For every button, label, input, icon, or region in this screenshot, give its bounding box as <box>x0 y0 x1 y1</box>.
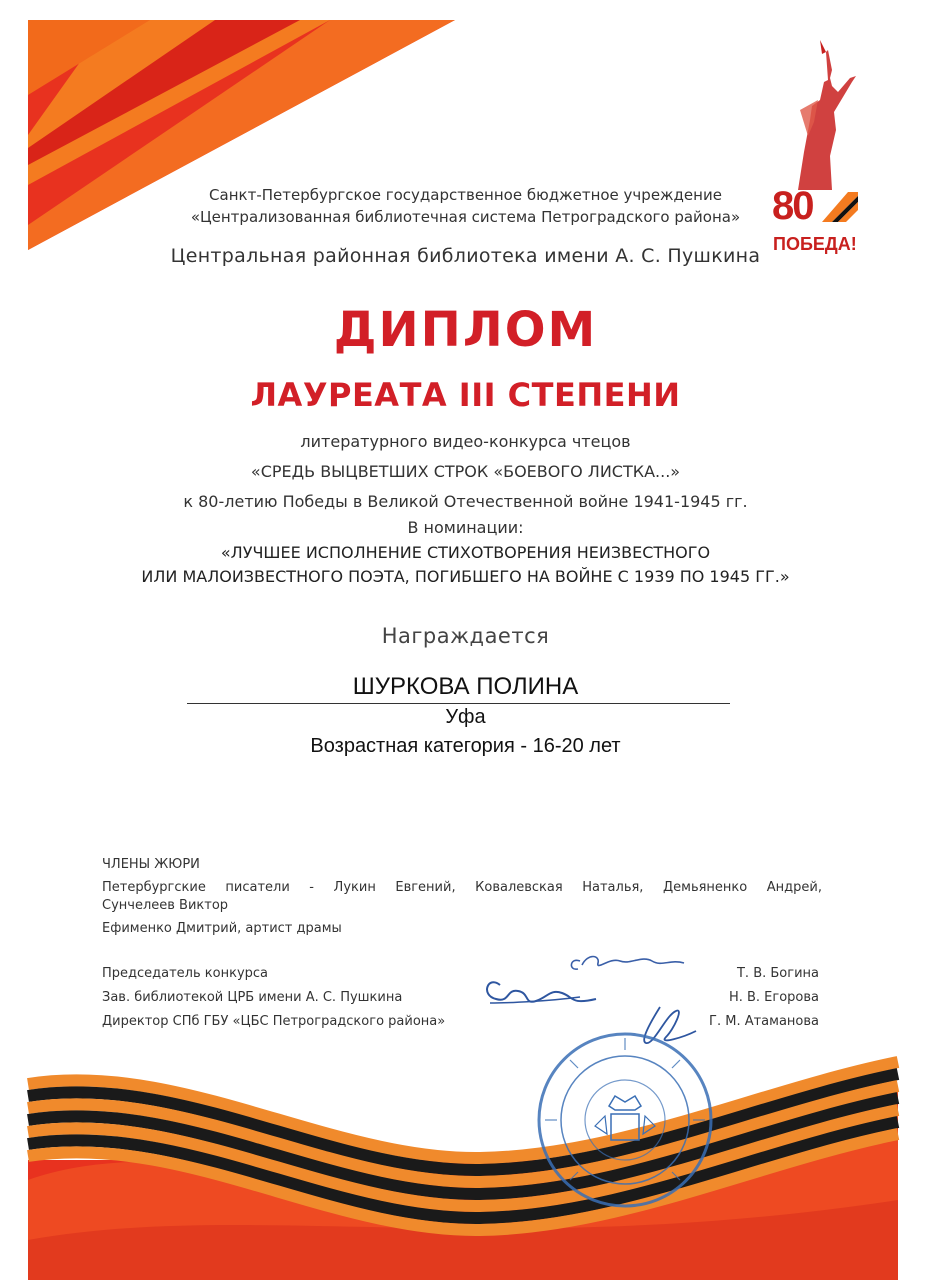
signatory-role: Зав. библиотекой ЦРБ имени А. С. Пушкина <box>102 990 403 1005</box>
motherland-calls-statue-icon <box>770 40 865 190</box>
logo-word: ПОБЕДА! <box>773 234 857 254</box>
signatory-name: Т. В. Богина <box>736 966 819 981</box>
signatory-role: Директор СПб ГБУ «ЦБС Петроградского района» <box>102 1014 446 1029</box>
jury-line-1: Петербургские писатели - Лукин Евгений, Ковалевская Наталья, Демьяненко Андрей, <box>102 880 822 895</box>
diploma-title: ДИПЛОМ <box>333 302 598 358</box>
recipient-city: Уфа <box>445 706 486 728</box>
signatory-role: Председатель конкурса <box>102 966 269 981</box>
age-category: Возрастная категория - 16-20 лет <box>310 735 621 757</box>
signatory-name: Н. В. Егорова <box>728 990 819 1005</box>
jury-line-3: Ефименко Дмитрий, артист драмы <box>102 921 342 936</box>
recipient-name: ШУРКОВА ПОЛИНА <box>352 673 579 700</box>
anniversary-line: к 80-летию Победы в Великой Отечественной войне 1941-1945 гг. <box>183 492 748 511</box>
awarded-label: Награждается <box>381 624 550 648</box>
organization-line-2: «Централизованная библиотечная система Петроградского района» <box>190 208 741 226</box>
jury-line-2: Сунчелеев Виктор <box>102 898 229 913</box>
laureate-degree: ЛАУРЕАТА III СТЕПЕНИ <box>250 376 681 414</box>
organization-line-1: Санкт-Петербургское государственное бюджетное учреждение <box>209 186 722 204</box>
signatory-name: Г. М. Атаманова <box>709 1014 819 1029</box>
library-name: Центральная районная библиотека имени А. С. Пушкина <box>170 245 761 267</box>
nomination-label: В номинации: <box>407 518 524 537</box>
st-george-ribbon-banner <box>0 1050 931 1280</box>
recipient-underline <box>187 703 730 704</box>
jury-title: ЧЛЕНЫ ЖЮРИ <box>102 857 200 872</box>
contest-type: литературного видео-конкурса чтецов <box>300 432 631 451</box>
nomination-line-1: «ЛУЧШЕЕ ИСПОЛНЕНИЕ СТИХОТВОРЕНИЯ НЕИЗВЕСТНОГО <box>220 543 711 562</box>
nomination-line-2: ИЛИ МАЛОИЗВЕСТНОГО ПОЭТА, ПОГИБШЕГО НА ВОЙНЕ С 1939 ПО 1945 ГГ.» <box>141 567 790 586</box>
official-seal-icon <box>535 1030 715 1210</box>
logo-number: 80 <box>772 184 813 228</box>
contest-name: «СРЕДЬ ВЫЦВЕТШИХ СТРОК «БОЕВОГО ЛИСТКА...» <box>250 462 681 481</box>
